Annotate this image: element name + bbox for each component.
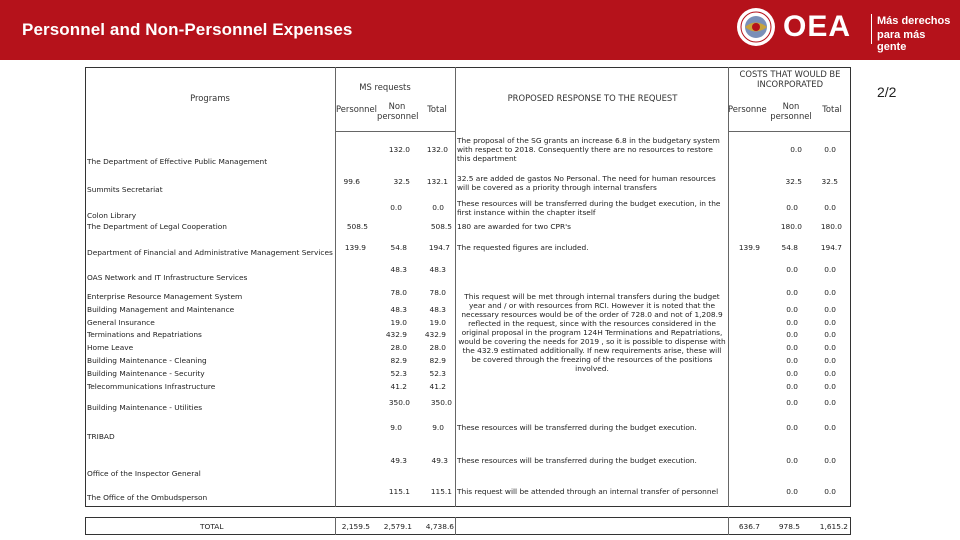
program-name: Telecommunications Infrastructure [87,382,216,391]
ms-total-cell: 508.5 [430,222,452,231]
response-text: These resources will be transferred during the budget execution, in the first instance within the chapter itself [457,199,721,217]
response-text: This request will be attended through an internal transfer of personnel [457,487,719,496]
program-name: Office of the Inspector General [87,469,201,478]
inc-personnel-cell: 139.9 [738,243,760,252]
inc-total-cell: 0.0 [824,145,836,154]
inc-total-cell: 0.0 [824,305,836,314]
program-name: Building Maintenance - Security [87,369,205,378]
inc-non-personnel-cell: 0.0 [786,265,798,274]
ms-total-cell: 350.0 [430,398,452,407]
ms-non-personnel-cell: 115.1 [388,487,410,496]
inc-non-personnel-cell: 0.0 [786,343,798,352]
inc-non-personnel-cell: 0.0 [786,456,798,465]
ms-non-personnel-cell: 49.3 [390,456,407,465]
ms-non-personnel-cell: 28.0 [390,343,407,352]
ms-total-cell: 48.3 [429,265,446,274]
ms-total-cell: 52.3 [429,369,446,378]
total-ms-total: 4,738.6 [425,522,454,531]
header-proposed-response: PROPOSED RESPONSE TO THE REQUEST [507,93,678,103]
response-text: This request will be met through internal transfers during the budget year and / or with resources from RCI. However it is noted that the necessary resources would be of the order of 728.0 and not of 1,208.9 reflected in the request, since with the resources considered in the original proposal in the program 124H Terminations and Repatriations, would be covering the needs for 2019 , so it is possible to dispense with the 432.9 estimated additionally. If new requirements arise, these will be covered through the freezing of the resources of the positions involved. [458,292,726,373]
ms-non-personnel-cell: 54.8 [390,243,407,252]
inc-total-cell: 0.0 [824,356,836,365]
inc-non-personnel-cell: 32.5 [785,177,802,186]
program-name: Summits Secretariat [87,185,163,194]
program-name: Terminations and Repatriations [87,330,202,339]
inc-non-personnel-cell: 0.0 [786,203,798,212]
inc-total-cell: 0.0 [824,330,836,339]
program-name: OAS Network and IT Infrastructure Services [87,273,248,282]
inc-total-cell: 0.0 [824,398,836,407]
inc-non-personnel-cell: 54.8 [781,243,798,252]
total-inc-personnel: 636.7 [738,522,760,531]
inc-non-personnel-cell: 0.0 [786,423,798,432]
ms-total-cell: 78.0 [429,288,446,297]
inc-total-cell: 180.0 [820,222,842,231]
header-inc-total: Total [822,104,842,114]
ms-non-personnel-cell: 9.0 [390,423,402,432]
inc-non-personnel-cell: 0.0 [786,398,798,407]
inc-total-cell: 0.0 [824,487,836,496]
page-indicator: 2/2 [877,84,897,100]
header-inc-personnel: Personne [728,104,767,114]
header-ms-requests: MS requests [359,82,411,92]
ms-total-cell: 115.1 [430,487,452,496]
ms-non-personnel-cell: 0.0 [390,203,402,212]
col-divider [335,517,336,535]
ms-total-cell: 0.0 [432,203,444,212]
ms-total-cell: 19.0 [429,318,446,327]
header-programs: Programs [190,93,230,103]
program-name: TRIBAD [87,432,115,441]
brand-logotype: OEA [783,10,852,43]
program-name: Colon Library [87,211,137,220]
inc-non-personnel-cell: 0.0 [786,305,798,314]
ms-personnel-cell: 508.5 [346,222,368,231]
ms-non-personnel-cell: 52.3 [390,369,407,378]
inc-non-personnel-cell: 0.0 [786,369,798,378]
inc-total-cell: 0.0 [824,423,836,432]
inc-total-cell: 0.0 [824,456,836,465]
inc-total-cell: 194.7 [820,243,842,252]
total-inc-non-personnel: 978.5 [778,522,800,531]
ms-total-cell: 194.7 [428,243,450,252]
ms-non-personnel-cell: 132.0 [388,145,410,154]
inc-non-personnel-cell: 0.0 [786,356,798,365]
response-text: The proposal of the SG grants an increase 6.8 in the budgetary system with respect to 2018. Consequently there are no resources to restore this department [457,136,720,163]
program-name: Building Maintenance - Cleaning [87,356,207,365]
inc-total-cell: 0.0 [824,318,836,327]
ms-total-cell: 82.9 [429,356,446,365]
ms-non-personnel-cell: 32.5 [393,177,410,186]
ms-total-cell: 48.3 [429,305,446,314]
inc-non-personnel-cell: 180.0 [780,222,802,231]
inc-non-personnel-cell: 0.0 [786,487,798,496]
ms-total-cell: 41.2 [429,382,446,391]
inc-non-personnel-cell: 0.0 [786,318,798,327]
col-divider [455,67,456,507]
oas-seal-icon [735,6,777,48]
ms-total-cell: 49.3 [431,456,448,465]
inc-total-cell: 0.0 [824,343,836,352]
header-ms-non-personnel: Non personnel [377,101,419,121]
header-inc-non-personnel: Non personnel [770,101,812,121]
oea-logo [735,6,955,54]
ms-personnel-cell: 99.6 [343,177,360,186]
ms-total-cell: 132.0 [426,145,448,154]
header-divider [336,131,455,132]
header-costs-incorporated: COSTS THAT WOULD BE INCORPORATED [739,69,841,89]
ms-non-personnel-cell: 48.3 [390,265,407,274]
program-name: General Insurance [87,318,155,327]
logo-divider [871,14,872,44]
ms-total-cell: 132.1 [426,177,448,186]
program-name: The Office of the Ombudsperson [87,493,208,502]
response-text: These resources will be transferred during the budget execution. [457,456,697,465]
program-name: Building Management and Maintenance [87,305,235,314]
ms-personnel-cell: 139.9 [344,243,366,252]
inc-total-cell: 32.5 [821,177,838,186]
inc-total-cell: 0.0 [824,265,836,274]
inc-non-personnel-cell: 0.0 [790,145,802,154]
col-divider [728,517,729,535]
program-name: The Department of Legal Cooperation [87,222,227,231]
tagline-line-2: para más gente [877,29,926,53]
header-divider [729,131,850,132]
program-name: Department of Financial and Administrative Management Services [87,248,333,257]
response-text: These resources will be transferred during the budget execution. [457,423,697,432]
inc-non-personnel-cell: 0.0 [786,330,798,339]
ms-total-cell: 28.0 [429,343,446,352]
program-name: The Department of Effective Public Management [87,157,268,166]
total-ms-personnel: 2,159.5 [341,522,370,531]
program-name: Building Maintenance - Utilities [87,403,203,412]
ms-total-cell: 432.9 [424,330,446,339]
ms-non-personnel-cell: 432.9 [385,330,407,339]
expenses-table [85,67,851,507]
inc-non-personnel-cell: 0.0 [786,382,798,391]
col-divider [335,67,336,507]
inc-total-cell: 0.0 [824,203,836,212]
response-text: 180 are awarded for two CPR's [457,222,572,231]
inc-non-personnel-cell: 0.0 [786,288,798,297]
col-divider [455,517,456,535]
header-ms-personnel: Personnel [336,104,377,114]
total-label: TOTAL [200,522,224,531]
header-bar [0,0,960,60]
ms-non-personnel-cell: 41.2 [390,382,407,391]
page-title: Personnel and Non-Personnel Expenses [22,20,353,39]
ms-total-cell: 9.0 [432,423,444,432]
program-name: Enterprise Resource Management System [87,292,243,301]
tagline-line-1: Más derechos [877,15,951,27]
total-inc-total: 1,615.2 [819,522,848,531]
program-name: Home Leave [87,343,134,352]
response-text: 32.5 are added de gastos No Personal. The need for human resources will be covered as a priority through internal transfers [457,174,716,192]
ms-non-personnel-cell: 82.9 [390,356,407,365]
response-text: The requested figures are included. [457,243,589,252]
ms-non-personnel-cell: 350.0 [388,398,410,407]
ms-non-personnel-cell: 19.0 [390,318,407,327]
header-ms-total: Total [427,104,447,114]
ms-non-personnel-cell: 48.3 [390,305,407,314]
inc-total-cell: 0.0 [824,288,836,297]
ms-non-personnel-cell: 78.0 [390,288,407,297]
col-divider [728,67,729,507]
inc-total-cell: 0.0 [824,382,836,391]
inc-total-cell: 0.0 [824,369,836,378]
total-ms-non-personnel: 2,579.1 [383,522,412,531]
